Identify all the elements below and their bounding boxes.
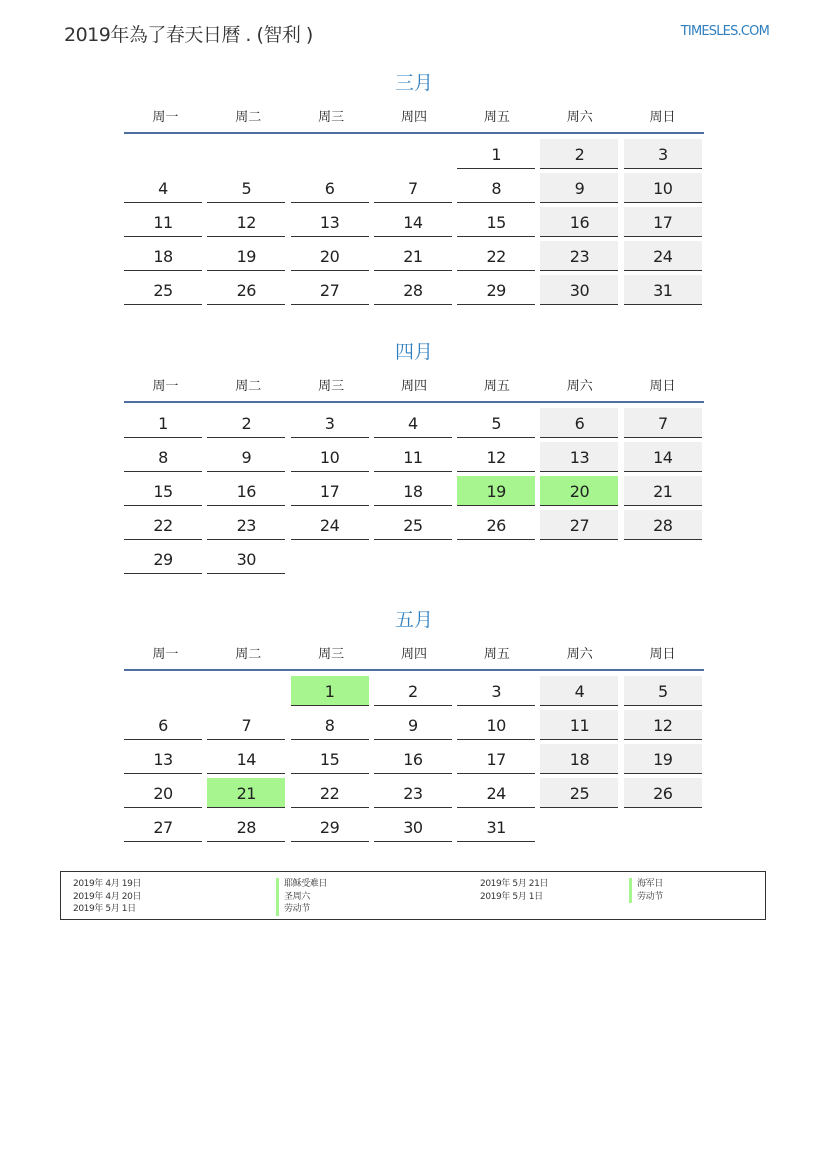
weekday-sat: 周六 bbox=[566, 109, 593, 125]
month-april bbox=[124, 337, 704, 574]
day-cell: 9 bbox=[374, 710, 452, 740]
weekday-header bbox=[124, 367, 704, 403]
weekday-mon: 周一 bbox=[152, 378, 179, 394]
legend-date: 2019年 5月 21日 bbox=[480, 879, 549, 889]
day-cell: 24 bbox=[457, 778, 535, 808]
day-cell: 10 bbox=[457, 710, 535, 740]
weekend-day-cell: 16 bbox=[540, 207, 618, 237]
holiday-legend bbox=[60, 871, 766, 920]
day-cell: 29 bbox=[124, 544, 202, 574]
legend-dates-left bbox=[73, 878, 141, 916]
day-cell: 26 bbox=[207, 275, 285, 305]
weekday-mon: 周一 bbox=[152, 646, 179, 662]
weekday-fri: 周五 bbox=[483, 109, 510, 125]
day-cell: 23 bbox=[374, 778, 452, 808]
day-cell: 25 bbox=[124, 275, 202, 305]
day-cell: 22 bbox=[457, 241, 535, 271]
legend-holiday-name: 劳动节 bbox=[276, 903, 327, 916]
weekend-day-cell: 10 bbox=[624, 173, 702, 203]
holiday-day-cell: 20 bbox=[540, 476, 618, 506]
day-cell: 9 bbox=[207, 442, 285, 472]
day-cell: 21 bbox=[374, 241, 452, 271]
legend-date: 2019年 5月 1日 bbox=[73, 904, 136, 914]
weekday-sun: 周日 bbox=[649, 378, 676, 394]
weekend-day-cell: 5 bbox=[624, 676, 702, 706]
weekend-day-cell: 17 bbox=[624, 207, 702, 237]
day-cell: 22 bbox=[124, 510, 202, 540]
weekend-day-cell: 31 bbox=[624, 275, 702, 305]
day-cell: 4 bbox=[124, 173, 202, 203]
day-cell: 2 bbox=[374, 676, 452, 706]
day-cell: 15 bbox=[291, 744, 369, 774]
day-cell: 14 bbox=[374, 207, 452, 237]
day-cell: 20 bbox=[291, 241, 369, 271]
weekend-day-cell: 19 bbox=[624, 744, 702, 774]
day-cell: 1 bbox=[124, 408, 202, 438]
weekday-sun: 周日 bbox=[649, 646, 676, 662]
day-cell: 22 bbox=[291, 778, 369, 808]
weekday-tue: 周二 bbox=[235, 646, 262, 662]
weekday-wed: 周三 bbox=[318, 646, 345, 662]
day-cell: 30 bbox=[207, 544, 285, 574]
weekday-sat: 周六 bbox=[566, 646, 593, 662]
weekend-day-cell: 9 bbox=[540, 173, 618, 203]
month-name: 五月 bbox=[394, 609, 433, 631]
legend-holiday-name: 海军日 bbox=[629, 878, 663, 891]
holiday-day-cell: 19 bbox=[457, 476, 535, 506]
day-cell: 15 bbox=[457, 207, 535, 237]
weekday-thu: 周四 bbox=[400, 109, 427, 125]
weekday-mon: 周一 bbox=[152, 109, 179, 125]
day-cell: 7 bbox=[374, 173, 452, 203]
holiday-day-cell: 21 bbox=[207, 778, 285, 808]
empty-day-cell bbox=[374, 139, 452, 169]
weekend-day-cell: 18 bbox=[540, 744, 618, 774]
weekday-sat: 周六 bbox=[566, 378, 593, 394]
day-cell: 4 bbox=[374, 408, 452, 438]
weekend-day-cell: 25 bbox=[540, 778, 618, 808]
day-cell: 3 bbox=[291, 408, 369, 438]
day-cell: 8 bbox=[457, 173, 535, 203]
day-cell: 24 bbox=[291, 510, 369, 540]
day-cell: 20 bbox=[124, 778, 202, 808]
weekend-day-cell: 12 bbox=[624, 710, 702, 740]
weekday-tue: 周二 bbox=[235, 109, 262, 125]
legend-date: 2019年 5月 1日 bbox=[480, 891, 543, 902]
month-name: 四月 bbox=[394, 341, 433, 363]
weekend-day-cell: 4 bbox=[540, 676, 618, 706]
weekend-day-cell: 11 bbox=[540, 710, 618, 740]
legend-date: 2019年 4月 19日 bbox=[73, 879, 142, 889]
day-cell: 11 bbox=[374, 442, 452, 472]
weekend-day-cell: 24 bbox=[624, 241, 702, 271]
day-cell: 11 bbox=[124, 207, 202, 237]
legend-holiday-name: 圣周六 bbox=[276, 891, 327, 904]
day-cell: 13 bbox=[124, 744, 202, 774]
month-may bbox=[124, 605, 704, 842]
weekday-header bbox=[124, 635, 704, 671]
weekend-day-cell: 28 bbox=[624, 510, 702, 540]
day-cell: 29 bbox=[291, 812, 369, 842]
day-cell: 6 bbox=[124, 710, 202, 740]
month-march bbox=[124, 68, 704, 305]
weekend-day-cell: 21 bbox=[624, 476, 702, 506]
day-cell: 16 bbox=[374, 744, 452, 774]
day-cell: 27 bbox=[291, 275, 369, 305]
day-cell: 29 bbox=[457, 275, 535, 305]
weekday-fri: 周五 bbox=[483, 378, 510, 394]
weekday-wed: 周三 bbox=[318, 378, 345, 394]
day-cell: 15 bbox=[124, 476, 202, 506]
weekend-day-cell: 14 bbox=[624, 442, 702, 472]
empty-day-cell bbox=[124, 139, 202, 169]
day-cell: 23 bbox=[207, 510, 285, 540]
legend-names-left bbox=[276, 878, 327, 916]
weekend-day-cell: 27 bbox=[540, 510, 618, 540]
weekend-day-cell: 13 bbox=[540, 442, 618, 472]
day-grid bbox=[124, 408, 704, 574]
day-cell: 5 bbox=[207, 173, 285, 203]
weekday-header bbox=[124, 98, 704, 134]
weekend-day-cell: 2 bbox=[540, 139, 618, 169]
empty-day-cell bbox=[207, 676, 285, 706]
weekend-day-cell: 7 bbox=[624, 408, 702, 438]
day-cell: 8 bbox=[124, 442, 202, 472]
day-cell: 10 bbox=[291, 442, 369, 472]
day-cell: 8 bbox=[291, 710, 369, 740]
day-cell: 17 bbox=[457, 744, 535, 774]
day-cell: 17 bbox=[291, 476, 369, 506]
day-cell: 7 bbox=[207, 710, 285, 740]
legend-holiday-name: 劳动节 bbox=[629, 891, 663, 904]
day-cell: 6 bbox=[291, 173, 369, 203]
empty-day-cell bbox=[291, 139, 369, 169]
holiday-day-cell: 1 bbox=[291, 676, 369, 706]
day-cell: 31 bbox=[457, 812, 535, 842]
weekend-day-cell: 26 bbox=[624, 778, 702, 808]
day-cell: 18 bbox=[374, 476, 452, 506]
day-cell: 14 bbox=[207, 744, 285, 774]
day-grid bbox=[124, 676, 704, 842]
day-cell: 13 bbox=[291, 207, 369, 237]
empty-day-cell bbox=[124, 676, 202, 706]
legend-names-right bbox=[629, 878, 663, 903]
weekday-wed: 周三 bbox=[318, 109, 345, 125]
weekend-day-cell: 3 bbox=[624, 139, 702, 169]
day-cell: 28 bbox=[207, 812, 285, 842]
legend-dates-right bbox=[480, 878, 548, 903]
weekday-sun: 周日 bbox=[649, 109, 676, 125]
legend-date: 2019年 4月 20日 bbox=[73, 891, 142, 902]
brand-link[interactable]: TIMESLES.COM bbox=[680, 24, 769, 39]
page-title: 2019年為了春天日曆 . (智利 ) bbox=[64, 24, 313, 46]
weekend-day-cell: 23 bbox=[540, 241, 618, 271]
weekday-tue: 周二 bbox=[235, 378, 262, 394]
weekday-fri: 周五 bbox=[483, 646, 510, 662]
day-cell: 26 bbox=[457, 510, 535, 540]
weekday-thu: 周四 bbox=[400, 646, 427, 662]
day-cell: 19 bbox=[207, 241, 285, 271]
legend-holiday-name: 耶稣受难日 bbox=[276, 878, 327, 891]
day-cell: 16 bbox=[207, 476, 285, 506]
day-cell: 18 bbox=[124, 241, 202, 271]
day-cell: 1 bbox=[457, 139, 535, 169]
day-cell: 3 bbox=[457, 676, 535, 706]
day-cell: 28 bbox=[374, 275, 452, 305]
month-name: 三月 bbox=[394, 72, 433, 94]
day-cell: 30 bbox=[374, 812, 452, 842]
day-grid bbox=[124, 139, 704, 305]
day-cell: 27 bbox=[124, 812, 202, 842]
day-cell: 12 bbox=[207, 207, 285, 237]
weekend-day-cell: 30 bbox=[540, 275, 618, 305]
day-cell: 2 bbox=[207, 408, 285, 438]
empty-day-cell bbox=[207, 139, 285, 169]
weekend-day-cell: 6 bbox=[540, 408, 618, 438]
weekday-thu: 周四 bbox=[400, 378, 427, 394]
day-cell: 25 bbox=[374, 510, 452, 540]
day-cell: 12 bbox=[457, 442, 535, 472]
day-cell: 5 bbox=[457, 408, 535, 438]
